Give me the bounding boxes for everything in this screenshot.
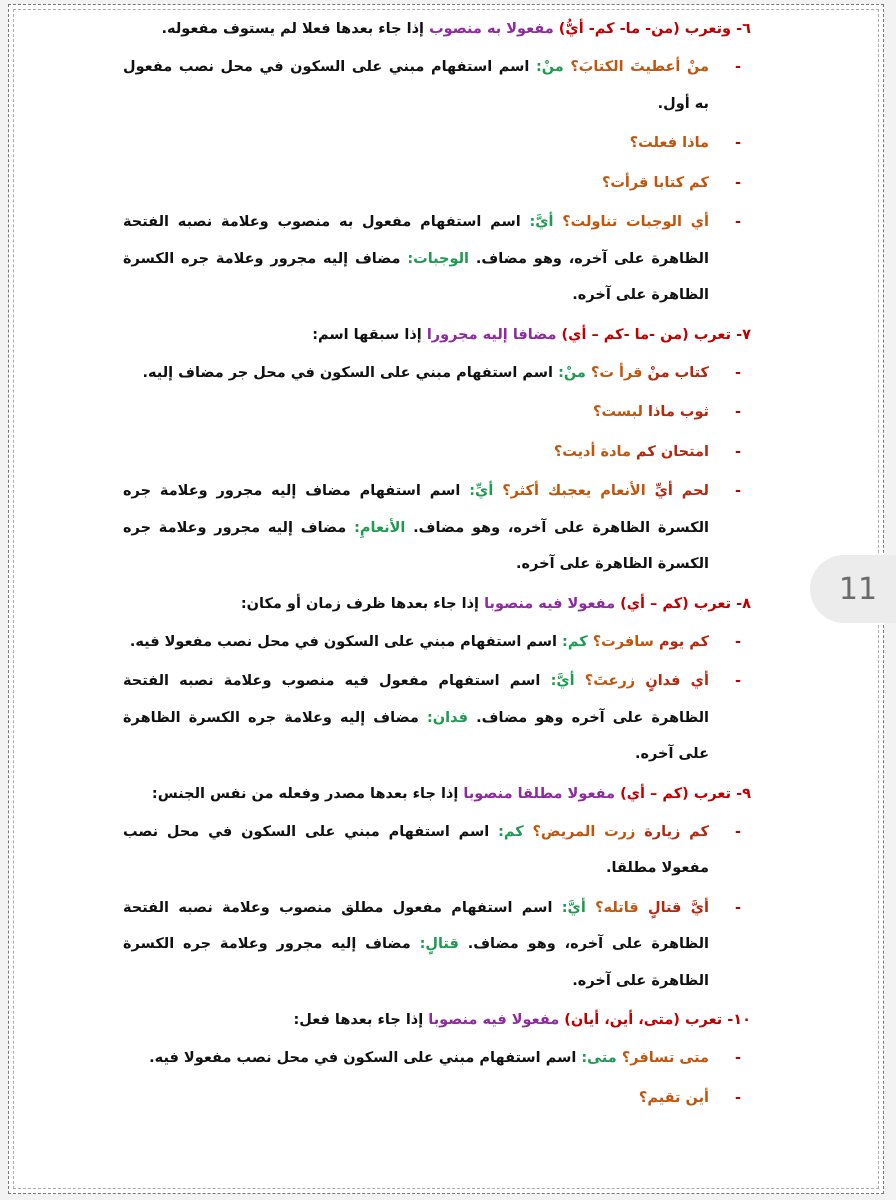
example-question-part: كتاب منْ [647, 364, 709, 381]
section-title: تعرب (كم – أي) [620, 785, 732, 802]
section-heading [123, 1002, 751, 1038]
section-title: تعرب (متى، أين، أيان) [564, 1012, 723, 1028]
example-question: سافرت؟ [592, 633, 654, 650]
example-question: متى تسافر؟ [621, 1050, 709, 1066]
bullet-dash: - [734, 59, 741, 75]
section-title: وتعرب (من- ما- كم- أيُّ) [558, 21, 732, 37]
section-number: ٩- [736, 785, 751, 802]
bullet-dash: - [734, 404, 741, 420]
example-item [123, 204, 751, 314]
parsed-word: كم: [498, 823, 524, 840]
example-question-part: أيَّ قتالٍ [647, 899, 709, 916]
example-question: زرعتَ؟ [584, 673, 636, 689]
bullet-dash: - [734, 823, 741, 840]
example-item [123, 394, 751, 431]
section-condition: إذا جاء بعدها فعلا لم يستوف مفعوله. [161, 21, 424, 37]
document-page [8, 4, 884, 1194]
parsing-explanation: اسم استفهام مبني على السكون في محل نصب مفعولا مطلقا. [123, 823, 709, 876]
example-question-part: كم يوم [658, 633, 709, 650]
example-item [123, 49, 751, 122]
section-number: ١٠- [727, 1012, 751, 1028]
grammar-content [123, 11, 751, 1119]
example-question: قرأ ت؟ [590, 364, 643, 381]
parsed-word: أيَّ: [561, 899, 586, 916]
parsing-explanation: اسم استفهام مبني على السكون في محل نصب مفعول به أول. [123, 59, 709, 112]
parsed-word: فدان: [427, 709, 469, 726]
section-grammatical-role: مفعولا مطلقا منصوبا [463, 785, 616, 802]
section-title: تعرب (كم – أي) [620, 595, 732, 612]
parsed-word: أيَّ: [529, 214, 554, 230]
parsing-explanation: اسم استفهام مفعول به منصوب وعلامة نصبه الفتحة الظاهرة على آخره، وهو مضاف. [123, 214, 709, 267]
parsed-word: منْ: [558, 364, 586, 381]
parsing-explanation: اسم استفهام مبني على السكون في محل جر مضاف إليه. [142, 364, 554, 381]
section-heading [123, 11, 751, 47]
bullet-dash: - [734, 1089, 741, 1106]
parsing-explanation: اسم استفهام مبني على السكون في محل نصب مفعولا فيه. [149, 1050, 577, 1066]
example-question-part: أي فدانٍ [645, 673, 709, 689]
section-grammatical-role: مفعولا فيه منصوبا [428, 1012, 560, 1028]
parsing-explanation: اسم استفهام مبني على السكون في محل نصب مفعولا فيه. [129, 633, 557, 650]
parsed-word: كم: [562, 633, 588, 650]
example-question: مادة أديت؟ [553, 443, 631, 460]
section-grammatical-role: مفعولا به منصوب [429, 21, 554, 37]
section-condition: إذا سبقها اسم: [312, 326, 422, 343]
page-number: 11 [838, 571, 878, 607]
example-item [123, 355, 751, 392]
example-question-part: ثوب ماذا [648, 404, 709, 420]
bullet-dash: - [734, 135, 741, 151]
page-number-badge [810, 555, 896, 623]
parsed-word: قتالٍ: [419, 936, 459, 952]
parsed-word: الوجبات: [407, 250, 470, 267]
example-question: قاتله؟ [595, 899, 639, 916]
bullet-dash: - [734, 214, 741, 230]
parsing-explanation: مضاف إليه مجرور وعلامة جره الكسرة الظاهرة على آخره. [123, 250, 709, 303]
parsing-explanation: مضاف إليه مجرور وعلامة جره الكسرة الظاهرة على آخره. [123, 519, 709, 572]
section-title: تعرب (من -ما -كم – أي) [561, 326, 732, 343]
parsed-word: الأنعامِ: [354, 519, 406, 536]
section-number: ٨- [736, 595, 751, 612]
example-question: منْ أعطيتَ الكتابَ؟ [570, 59, 709, 75]
example-question: لبست؟ [593, 404, 643, 420]
section-condition: إذا جاء بعدها فعل: [293, 1012, 424, 1028]
parsing-explanation: اسم استفهام مفعول فيه منصوب وعلامة نصبه الفتحة الظاهرة على آخره وهو مضاف. [123, 673, 709, 726]
example-question-part: كم زيارة [644, 823, 709, 840]
example-item [123, 624, 751, 661]
parsing-explanation: مضاف إليه وعلامة جره الكسرة الظاهرة على آخره. [123, 709, 709, 762]
parsing-explanation: اسم استفهام مضاف إليه مجرور وعلامة جره الكسرة الظاهرة على آخره، وهو مضاف. [123, 483, 709, 536]
section-heading [123, 776, 751, 812]
parsed-word: متى: [581, 1050, 617, 1066]
bullet-dash: - [734, 633, 741, 650]
section-heading [123, 586, 751, 622]
parsing-explanation: مضاف إليه مجرور وعلامة جره الكسرة الظاهرة على آخره. [123, 936, 709, 989]
bullet-dash: - [734, 174, 741, 191]
parsing-explanation: اسم استفهام مفعول مطلق منصوب وعلامة نصبه الفتحة الظاهرة على آخره، وهو مضاف. [123, 899, 709, 952]
example-item [123, 890, 751, 1000]
example-item [123, 1080, 751, 1117]
example-question: الأنعام يعجبك أكثر؟ [502, 483, 646, 499]
bullet-dash: - [734, 1050, 741, 1066]
example-item [123, 165, 751, 202]
section-number: ٧- [736, 326, 751, 343]
parsed-word: منْ: [535, 59, 564, 75]
example-question: أين تقيم؟ [638, 1089, 709, 1106]
section-grammatical-role: مفعولا فيه منصوبا [484, 595, 616, 612]
example-question-part: امتحان كم [636, 443, 709, 460]
section-grammatical-role: مضافا إليه مجرورا [426, 326, 557, 343]
example-item [123, 663, 751, 773]
section-heading [123, 317, 751, 353]
bullet-dash: - [734, 899, 741, 916]
example-question: كم كتابا قرأت؟ [601, 174, 709, 191]
example-question: زرت المريض؟ [532, 823, 636, 840]
example-item [123, 1040, 751, 1077]
example-question: أي الوجبات تناولت؟ [562, 214, 709, 230]
example-item [123, 473, 751, 583]
example-question: ماذا فعلت؟ [629, 135, 709, 151]
bullet-dash: - [734, 673, 741, 689]
example-question-part: لحم أيِّ [654, 483, 709, 499]
bullet-dash: - [734, 443, 741, 460]
bullet-dash: - [734, 483, 741, 499]
example-item [123, 814, 751, 887]
section-condition: إذا جاء بعدها مصدر وفعله من نفس الجنس: [151, 785, 459, 802]
bullet-dash: - [734, 364, 741, 381]
section-number: ٦- [736, 21, 751, 37]
parsed-word: أيَّ: [550, 673, 575, 689]
example-item [123, 434, 751, 471]
parsed-word: أيِّ: [469, 483, 494, 499]
section-condition: إذا جاء بعدها ظرف زمان أو مكان: [240, 595, 480, 612]
example-item [123, 125, 751, 162]
